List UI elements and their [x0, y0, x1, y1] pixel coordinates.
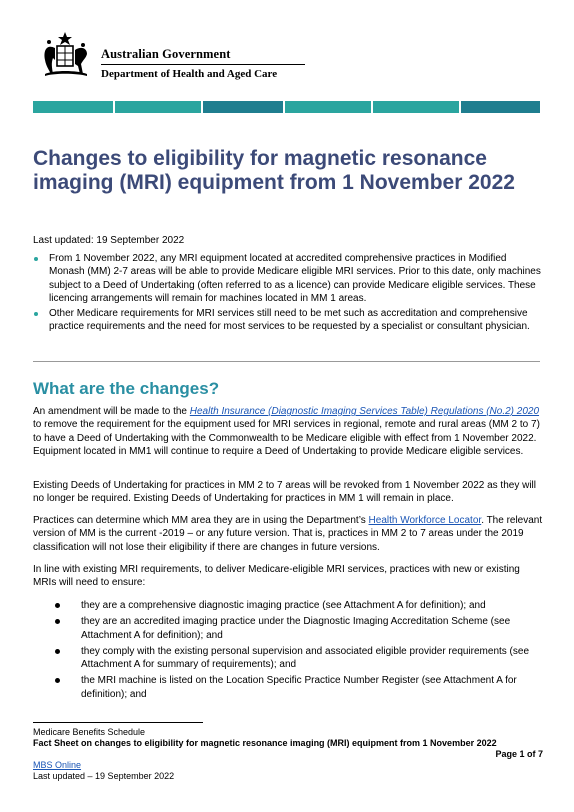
bullet-icon [34, 312, 38, 316]
paragraph-text: to remove the requirement for the equipment used for MRI services in regional, remote and rural areas (MM 2 to 7) to have a Deed of Undertaking with the Commonwealth to be Medicare eligible with effect from 1 November 2022. Equipment located in MM1 will continue to require a Deed of Undertaking to provide Medicare eligible services. [33, 419, 540, 457]
list-item-text: Other Medicare requirements for MRI services still need to be met such as accreditation and comprehensive practice requirements and the need for most services to be requested by a specialist or consultant physician. [49, 307, 530, 333]
government-wordmark [101, 47, 305, 80]
list-item-text: From 1 November 2022, any MRI equipment located at accredited comprehensive practices in Modified Monash (MM) 2-7 areas will be able to provide Medicare eligible MRI services. Prior to this date, only machines subject to a Deed of Undertaking (often referred to as a licence) can provide Medicare eligible services. These licencing arrangements will remain for machines located in MM 1 areas. [49, 253, 541, 305]
bullet-icon [55, 603, 60, 608]
paragraph-text: Practices can determine which MM area they are in using the Department’s [33, 515, 369, 526]
stripe-segment [373, 101, 459, 113]
list-item [33, 599, 543, 612]
last-updated: Last updated: 19 September 2022 [33, 235, 185, 246]
section-divider [33, 361, 540, 362]
paragraph-amendment [33, 405, 543, 458]
health-workforce-locator-link[interactable]: Health Workforce Locator [368, 515, 482, 526]
list-item [33, 252, 543, 306]
footer-document-title: Fact Sheet on changes to eligibility for magnetic resonance imaging (MRI) equipment from 1 November 2022 [33, 738, 497, 748]
footer-publication: Medicare Benefits Schedule [33, 727, 146, 737]
paragraph-text: An amendment will be made to the [33, 406, 190, 417]
coat-of-arms-icon [33, 30, 97, 80]
requirements-list [33, 599, 543, 704]
page-title: Changes to eligibility for magnetic resonance imaging (MRI) equipment from 1 November 2022 [33, 147, 515, 194]
list-item-text: they are an accredited imaging practice under the Diagnostic Imaging Accreditation Scheme (see Attachment A for definition); and [81, 616, 511, 641]
bullet-icon [55, 619, 60, 624]
list-item [33, 674, 543, 701]
list-item [33, 307, 543, 334]
department-name: Department of Health and Aged Care [101, 68, 278, 80]
stripe-segment [115, 101, 201, 113]
bullet-icon [34, 257, 38, 261]
mbs-online-link[interactable]: MBS Online [33, 760, 82, 770]
section-heading: What are the changes? [33, 379, 220, 398]
stripe-segment [461, 101, 540, 113]
list-item-text: the MRI machine is listed on the Location Specific Practice Number Register (see Attachment A for definition); and [81, 675, 517, 700]
stripe-segment [285, 101, 371, 113]
page-header [33, 30, 305, 82]
list-item [33, 615, 543, 642]
list-item-text: they comply with the existing personal supervision and associated eligible provider requirements (see Attachment A for summary of requirements); and [81, 645, 530, 671]
stripe-segment [203, 101, 283, 113]
page-number: Page 1 of 7 [495, 749, 543, 759]
list-item-text: they are a comprehensive diagnostic imaging practice (see Attachment A for definition); and [81, 600, 486, 611]
paragraph-mm-area [33, 514, 543, 554]
government-name: Australian Government [101, 47, 231, 61]
summary-list [33, 252, 543, 334]
regulations-link[interactable]: Health Insurance (Diagnostic Imaging Services Table) Regulations (No.2) 2020 [189, 406, 540, 417]
header-divider [101, 64, 305, 65]
list-item [33, 645, 543, 672]
decorative-stripe [33, 101, 540, 113]
page-footer [33, 727, 543, 782]
paragraph-requirements-intro: In line with existing MRI requirements, to deliver Medicare-eligible MRI services, practices with new or existing MRIs will need to ensure: [33, 564, 520, 589]
bullet-icon [55, 678, 60, 683]
paragraph-text: . The relevant version of MM is the current -2019 – or any future version. That is, practices in MM 2 to 7 areas under the 2019 classification will not lose their eligibility if there are changes in future versions. [33, 515, 543, 553]
footer-last-updated: Last updated – 19 September 2022 [33, 771, 175, 781]
stripe-segment [33, 101, 113, 113]
paragraph-revocation: Existing Deeds of Undertaking for practices in MM 2 to 7 areas will be revoked from 1 November 2022 as they will no longer be required. Existing Deeds of Undertaking for practices in MM 1 will remain in place. [33, 480, 537, 505]
footer-divider [33, 722, 203, 723]
bullet-icon [55, 649, 60, 654]
